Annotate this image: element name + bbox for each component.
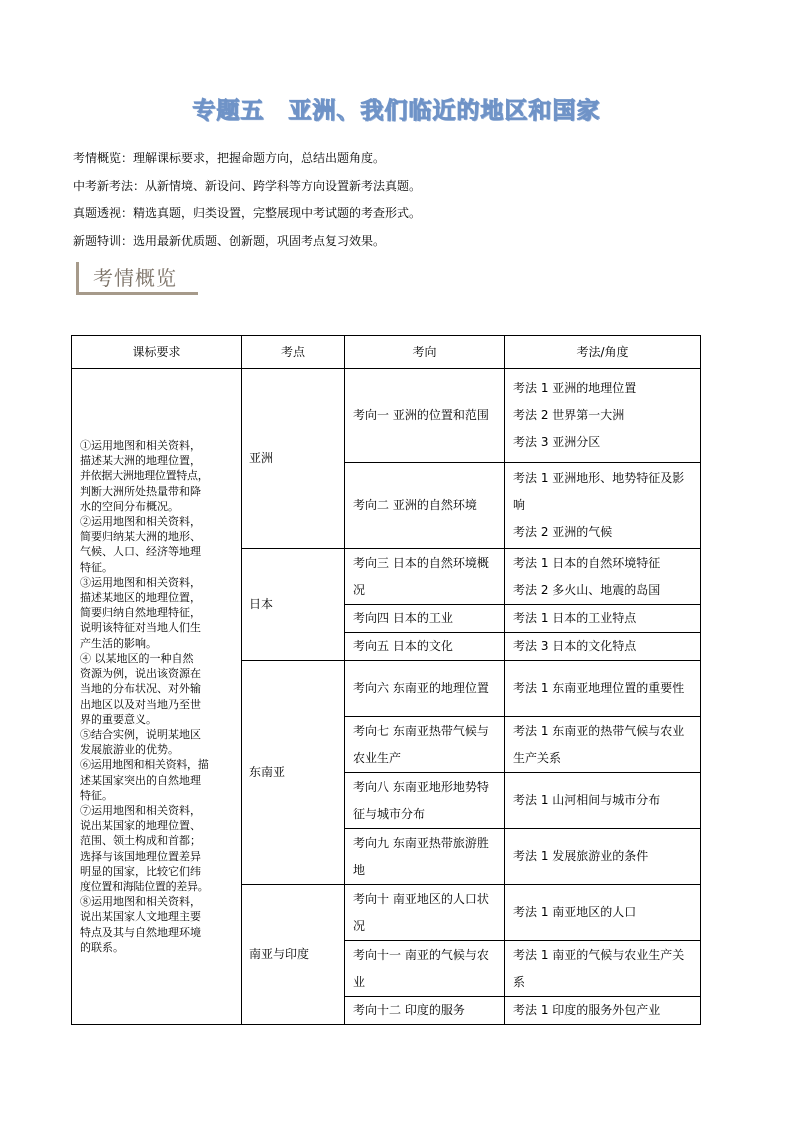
method-cell: 考法 1 南亚的气候与农业生产关系 <box>505 941 701 997</box>
method-item: 考法 1 亚洲的地理位置 <box>513 381 637 395</box>
requirement-line: ④ 以某地区的一种自然 <box>80 651 194 665</box>
point-cell-southeast-asia: 东南亚 <box>242 661 345 885</box>
method-item: 考法 2 多火山、地震的岛国 <box>513 582 661 597</box>
requirement-line: 简要归纳某大洲的地形、 <box>80 530 201 544</box>
method-item: 考法 2 亚洲的气候 <box>513 525 613 539</box>
requirement-line: 发展旅游业的优势。 <box>80 743 179 757</box>
requirement-line: ②运用地图和相关资料， <box>80 515 201 529</box>
requirement-line: 并依据大洲地理位置特点， <box>80 469 209 483</box>
requirement-line: 述某国家突出的自然地理 <box>80 773 201 787</box>
requirement-line: 度位置和海陆位置的差异。 <box>80 879 209 893</box>
intro-line-real-questions: 真题透视：精选真题，归类设置，完整展现中考试题的考查形式。 <box>73 206 422 220</box>
requirement-line: 特征。 <box>80 560 113 574</box>
requirement-line: 水的空间分布概况。 <box>80 499 179 513</box>
method-cell: 考法 1 山河相间与城市分布 <box>505 773 701 829</box>
point-cell-asia: 亚洲 <box>242 369 345 549</box>
requirement-line: 特征。 <box>80 788 113 802</box>
table-row <box>72 369 701 463</box>
direction-cell: 考向九 东南亚热带旅游胜地 <box>345 829 505 885</box>
requirement-line: 气候、人口、经济等地理 <box>80 545 201 559</box>
requirement-line: 明显的国家，比较它们纬 <box>80 864 201 878</box>
section-banner <box>76 258 201 296</box>
direction-cell: 考向七 东南亚热带气候与农业生产 <box>345 717 505 773</box>
method-cell: 考法 1 日本的工业特点 <box>505 605 701 633</box>
requirement-line: 特点及其与自然地理环境 <box>80 925 201 939</box>
requirement-line: 说出某国家的地理位置、 <box>80 819 201 833</box>
direction-cell: 考向十 南亚地区的人口状况 <box>345 885 505 941</box>
requirement-line: ⑦运用地图和相关资料， <box>80 803 201 817</box>
method-item: 考法 3 亚洲分区 <box>513 435 601 449</box>
direction-cell: 考向八 东南亚地形地势特征与城市分布 <box>345 773 505 829</box>
direction-cell: 考向六 东南亚的地理位置 <box>345 661 505 717</box>
intro-line-new-methods: 中考新考法：从新情境、新设问、跨学科等方向设置新考法真题。 <box>73 178 422 193</box>
requirement-line: 的联系。 <box>80 940 124 954</box>
requirement-line: ⑤结合实例，说明某地区 <box>80 727 201 741</box>
requirement-line: ③运用地图和相关资料， <box>80 575 201 589</box>
method-cell: 考法 3 日本的文化特点 <box>505 633 701 661</box>
intro-block <box>73 148 723 258</box>
requirement-line: ①运用地图和相关资料， <box>80 439 201 453</box>
requirement-line: 界的重要意义。 <box>80 712 157 726</box>
method-cell <box>505 549 701 605</box>
requirement-line: 描述某地区的地理位置， <box>80 591 201 605</box>
requirement-line: ⑧运用地图和相关资料， <box>80 895 201 909</box>
curriculum-requirements-cell <box>72 369 242 1025</box>
banner-underline <box>76 292 198 295</box>
method-cell: 考法 1 东南亚地理位置的重要性 <box>505 661 701 717</box>
method-item: 考法 1 日本的自然环境特征 <box>513 555 661 570</box>
requirement-line: ⑥运用地图和相关资料，描 <box>80 758 209 772</box>
header-point: 考点 <box>242 336 345 369</box>
table-header-row <box>72 336 701 369</box>
page-title: 专题五 亚洲、我们临近的地区和国家 <box>192 98 601 124</box>
method-item: 考法 2 世界第一大洲 <box>513 408 625 422</box>
point-cell-south-asia-india: 南亚与印度 <box>242 885 345 1025</box>
header-direction: 考向 <box>345 336 505 369</box>
requirement-line: 描述某大洲的地理位置， <box>80 454 201 468</box>
requirement-line: 说明该特征对当地人们生 <box>80 621 201 635</box>
header-method: 考法/角度 <box>505 336 701 369</box>
direction-cell: 考向一 亚洲的位置和范围 <box>345 369 505 463</box>
method-cell: 考法 1 印度的服务外包产业 <box>505 997 701 1025</box>
intro-line-overview: 考情概览：理解课标要求，把握命题方向，总结出题角度。 <box>73 151 386 165</box>
requirement-line: 简要归纳自然地理特征， <box>80 606 201 620</box>
exam-outline-table <box>71 335 701 1025</box>
method-cell: 考法 1 发展旅游业的条件 <box>505 829 701 885</box>
method-cell <box>505 463 701 549</box>
requirement-line: 出地区以及对当地乃至世 <box>80 697 201 711</box>
requirement-line: 选择与该国地理位置差异 <box>80 849 201 863</box>
banner-vertical-bar <box>76 262 79 295</box>
method-cell: 考法 1 南亚地区的人口 <box>505 885 701 941</box>
header-requirements: 课标要求 <box>72 336 242 369</box>
section-heading: 考情概览 <box>93 266 177 290</box>
requirement-line: 判断大洲所处热量带和降 <box>80 484 201 498</box>
intro-line-new-training: 新题特训：选用最新优质题、创新题，巩固考点复习效果。 <box>73 233 386 248</box>
method-cell <box>505 369 701 463</box>
requirement-line: 产生活的影响。 <box>80 636 157 650</box>
direction-cell: 考向五 日本的文化 <box>345 633 505 661</box>
direction-cell: 考向二 亚洲的自然环境 <box>345 463 505 549</box>
direction-cell: 考向十一 南亚的气候与农业 <box>345 941 505 997</box>
direction-cell: 考向十二 印度的服务 <box>345 997 505 1025</box>
requirement-line: 说出某国家人文地理主要 <box>80 910 201 924</box>
direction-cell: 考向三 日本的自然环境概况 <box>345 549 505 605</box>
requirement-line: 当地的分布状况、对外输 <box>80 682 201 696</box>
point-cell-japan: 日本 <box>242 549 345 661</box>
method-cell: 考法 1 东南亚的热带气候与农业生产关系 <box>505 717 701 773</box>
requirement-line: 资源为例，说出该资源在 <box>80 667 201 681</box>
method-item: 考法 1 亚洲地形、地势特征及影响 <box>513 471 685 512</box>
direction-cell: 考向四 日本的工业 <box>345 605 505 633</box>
requirement-line: 范围、领土构成和首都； <box>80 834 201 848</box>
